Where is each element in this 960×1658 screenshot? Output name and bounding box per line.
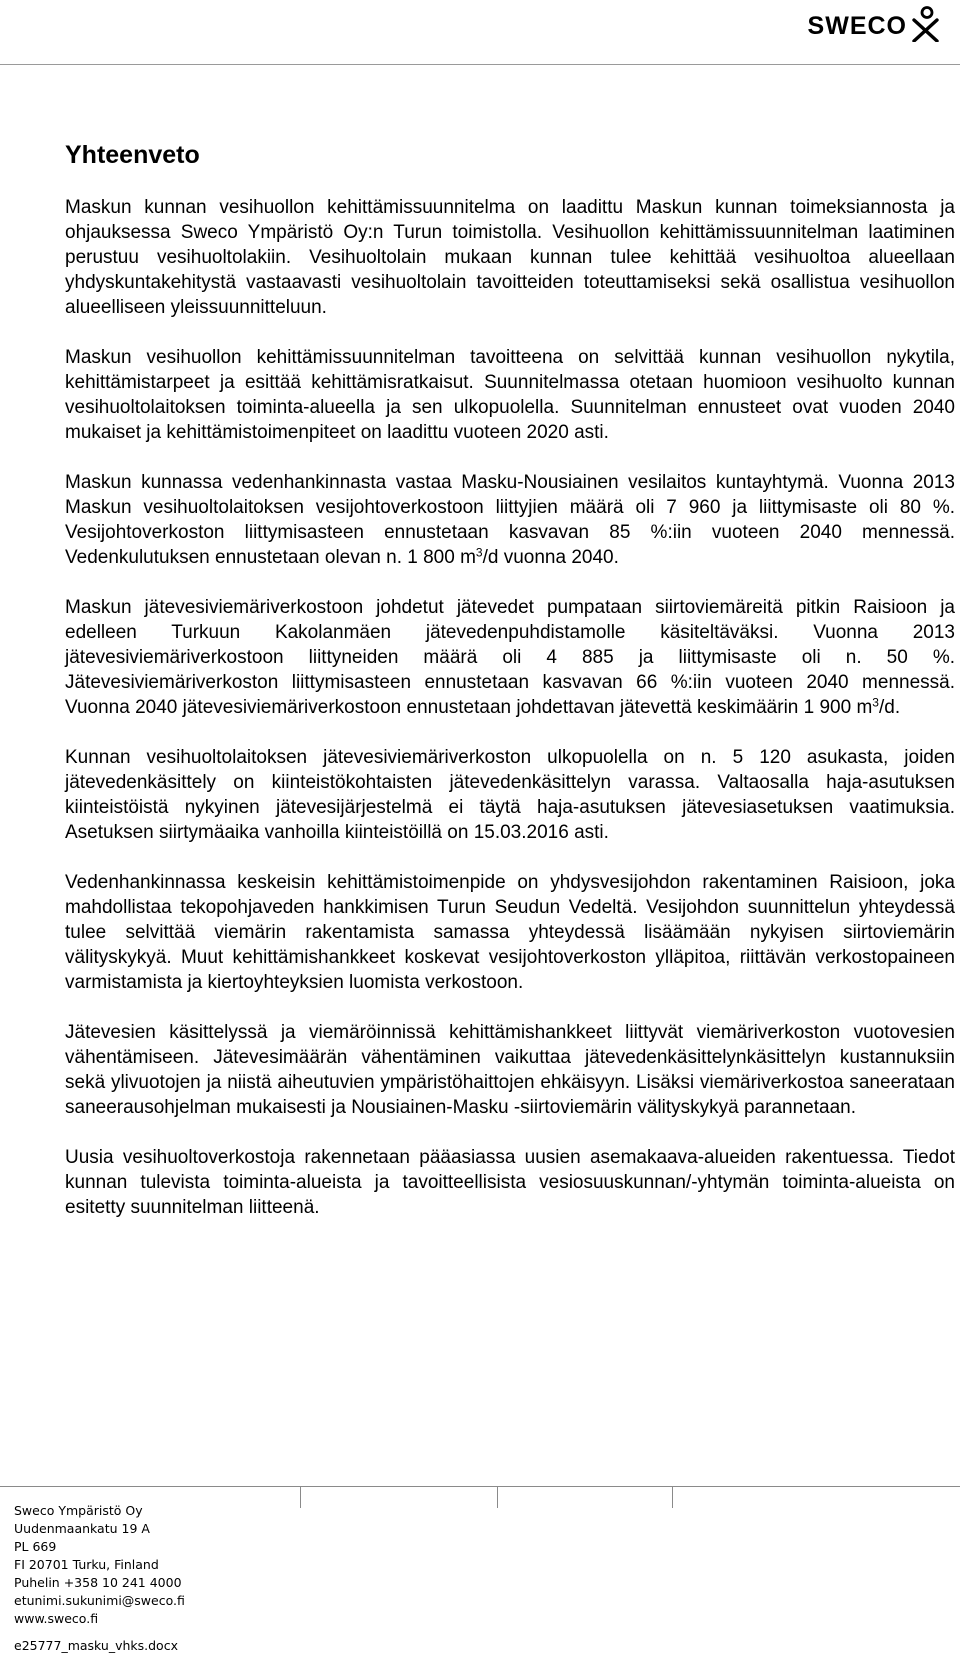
paragraph-2: Maskun vesihuollon kehittämissuunnitelman tavoitteena on selvittää kunnan vesihuollon nykytila, kehittämistarpeet ja esittää kehittämisratkaisut. Suunnitelmassa otetaan huomioon vesihuolto kunnan vesihuoltolaitoksen toiminta-alueella ja sen ulkopuolella. Suunnitelman ennusteet ovat vuoden 2040 mukaiset ja kehittämistoimenpiteet on laadittu vuoteen 2020 asti. <box>65 347 955 443</box>
footer-divider-tick <box>497 1486 498 1508</box>
street-address: Uudenmaankatu 19 A <box>14 1521 150 1536</box>
paragraph-8: Uusia vesihuoltoverkostoja rakennetaan pääasiassa uusien asemakaava-alueiden rakentuessa. Tiedot kunnan tulevista toiminta-alueista ja tavoitteellisista vesiosuuskunnan/-yhtymän toiminta-alueista on esitetty suunnitelman liitteenä. <box>65 1147 955 1218</box>
paragraph-7: Jätevesien käsittelyssä ja viemäröinnissä kehittämishankkeet liittyvät viemäriverkoston vuotovesien vähentämiseen. Jätevesimäärän vähentäminen vaikuttaa jätevedenkäsittelynkäsittelyn kustannuksiin sekä ylivuotojen ja niistä aiheutuvien ympäristöhaittojen ehkäisyyn. Lisäksi viemäriverkostoa saneerataan saneerausohjelman mukaisesti ja Nousiainen-Masku -siirtoviemärin välityskykyä parannetaan. <box>65 1022 955 1118</box>
po-box: PL 669 <box>14 1539 57 1554</box>
sweco-logo <box>808 6 940 42</box>
paragraph-4 <box>65 595 955 720</box>
company-name: Sweco Ympäristö Oy <box>14 1503 143 1518</box>
page-footer <box>0 1486 960 1658</box>
paragraph-4-tail: /d. <box>878 697 901 718</box>
paragraph-4-text: Maskun jätevesiviemäriverkostoon johdetut jätevedet pumpataan siirtoviemäreitä pitkin Raisioon ja edelleen Turkuun Kakolanmäen jätevedenpuhdistamolle käsiteltäväksi. Vuonna 2013 jätevesiviemäriverkostoon liittyneiden määrä oli 4 885 ja liittymisaste oli n. 50 %. Jätevesiviemäriverkoston liittymisasteen ennustetaan kasvavan 66 %:iin vuoteen 2040 mennessä. Vuonna 2040 jätevesiviemäriverkostoon ennustetaan johdettavan jätevettä keskimäärin 1 900 m <box>65 597 955 718</box>
page-header <box>0 0 960 66</box>
footer-divider-tick <box>672 1486 673 1508</box>
paragraph-3-text: Maskun kunnassa vedenhankinnasta vastaa Masku-Nousiainen vesilaitos kuntayhtymä. Vuonna 2013 Maskun vesihuoltolaitoksen vesijohtoverkostoon liittyjien määrä oli 7 960 ja liittymisaste oli 80 %. Vesijohtoverkoston liittymisasteen ennustetaan kasvavan 85 %:iin vuoteen 2040 mennessä. Vedenkulutuksen ennustetaan olevan n. 1 800 m <box>65 472 955 568</box>
sweco-mark-icon <box>910 6 940 42</box>
header-divider <box>0 64 960 65</box>
paragraph-5: Kunnan vesihuoltolaitoksen jätevesiviemäriverkoston ulkopuolella on n. 5 120 asukasta, joiden jätevedenkäsittely on kiinteistökohtaisten jätevedenkäsittelyn varassa. Valtaosalla haja-asutuksen kiinteistöistä nykyinen jätevesijärjestelmä ei täytä haja-asutuksen jätevesiasetuksen vaatimuksia. Asetuksen siirtymäaika vanhoilla kiinteistöillä on 15.03.2016 asti. <box>65 747 955 843</box>
paragraph-1: Maskun kunnan vesihuollon kehittämissuunnitelma on laadittu Maskun kunnan toimeksiannosta ja ohjauksessa Sweco Ympäristö Oy:n Turun toimistolla. Vesihuollon kehittämissuunnitelman laatiminen perustuu vesihuoltolakiin. Vesihuoltolain mukaan kunnan tulee kehittää vesihuoltoa alueellaan yhdyskuntakehitystä vastaavasti vesihuoltolain tavoitteiden toteuttamiseksi sekä osallistua vesihuollon alueelliseen yleissuunnitteluun. <box>65 197 955 318</box>
company-contact-block <box>14 1502 185 1628</box>
paragraph-3-tail: /d vuonna 2040. <box>482 547 619 568</box>
phone-number: Puhelin +358 10 241 4000 <box>14 1575 182 1590</box>
document-body <box>65 143 955 1245</box>
document-title: Yhteenveto <box>65 141 200 169</box>
website: www.sweco.fi <box>14 1611 99 1626</box>
superscript: 3 <box>475 545 483 560</box>
superscript: 3 <box>872 695 879 710</box>
paragraph-3 <box>65 470 955 570</box>
postal-address: FI 20701 Turku, Finland <box>14 1557 159 1572</box>
paragraph-6: Vedenhankinnassa keskeisin kehittämistoimenpide on yhdysvesijohdon rakentaminen Raisioon, joka mahdollistaa tekopohjaveden hankkimisen Turun Seudun Vedeltä. Vesijohdon suunnittelun yhteydessä tulee selvittää viemärin rakentamista samassa yhteydessä lisäämään nykyisen siirtoviemärin välityskykyä. Muut kehittämishankkeet koskevat vesijohtoverkoston ylläpitoa, riittävän verkostopaineen varmistamista ja kiertoyhteyksien luomista verkostoon. <box>65 872 955 993</box>
footer-divider <box>0 1486 960 1487</box>
document-filename: e25777_masku_vhks.docx <box>14 1638 178 1653</box>
footer-divider-tick <box>300 1486 301 1508</box>
logo-text: SWECO <box>807 12 907 40</box>
email-address: etunimi.sukunimi@sweco.fi <box>14 1593 185 1608</box>
